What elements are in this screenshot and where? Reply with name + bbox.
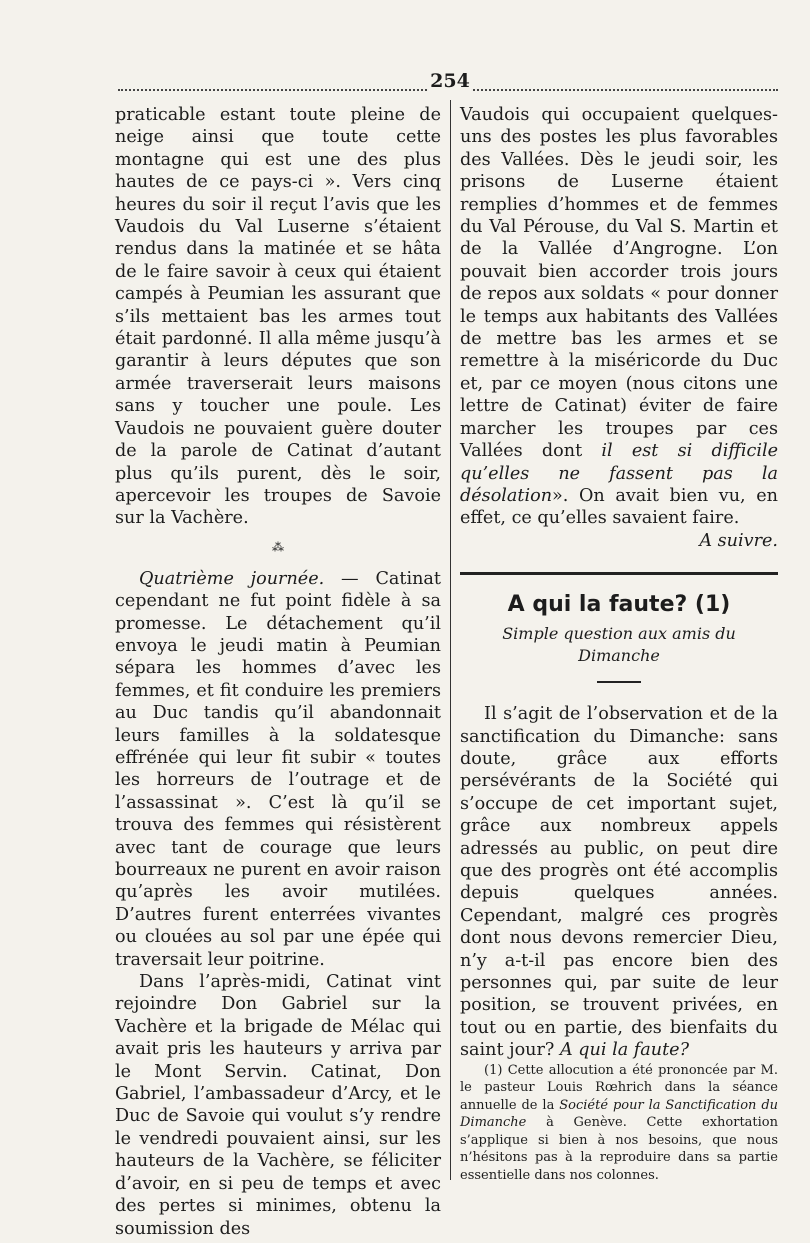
column-divider (450, 100, 451, 1180)
article-paragraph-question: A qui la faute? (559, 1040, 690, 1061)
footnote-text-b: à Genève. Cette exhortation s’applique si bien à nos besoins, que nous n’hésitons pas à la reproduire dans sa partie essentielle dans nos colonnes. (460, 1115, 778, 1183)
left-column (115, 104, 441, 1240)
left-paragraph-1: praticable estant toute pleine de neige ainsi que toute cette montagne qui est une des plus hautes de ce pays-ci ». Vers cinq heures du soir il reçut l’avis que les Vaudois du Val Luserne s’étaient rendus dans la matinée et se hâta de le faire savoir à ceux qui étaient campés à Peumian les assurant que s’ils mettaient bas les armes tout était pardonné. Il alla même jusqu’à garantir à leurs députes que son armée traverserait leurs maisons sans y toucher une poule. Les Vaudois ne pouvaient guère douter de la parole de Catinat d’autant plus qu’ils purent, dès le soir, apercevoir les troupes de Savoie sur la Vachère. (115, 105, 441, 529)
page-header (118, 70, 778, 98)
page-number: 254 (428, 70, 472, 92)
section-asterism: ⁂ (272, 539, 284, 554)
article-separator (460, 572, 778, 575)
left-paragraph-2-text: — Catinat cependant ne fut point fidèle à sa promesse. Le détachement qu’il envoya le jeudi matin à Peumian sépara les hommes d’avec les femmes, et fit conduire les premiers au Duc tandis qu’il abandonnait leurs familles à la soldatesque effrénée qui leur fit subir « toutes les horreurs de l’outrage et de l’assassinat ». C’est là qu’il se trouva des femmes qui résistèrent avec tant de courage que leurs bourreaux ne purent en avoir raison qu’après les avoir mutilées. D’autres furent enterrées vivantes ou clouées au sol par une épée qui traversait leur poitrine. (115, 568, 441, 970)
to-follow-note: A suivre. (699, 530, 778, 551)
article-paragraph-text: Il s’agit de l’observation et de la sanctification du Dimanche: sans doute, grâce aux efforts persévérants de la Société qui s’occupe de cet important sujet, grâce aux nombreux appels adressés au public, on peut dire que des progrès ont été accomplis depuis quelques années. Cependant, malgré ces progrès dont nous devons remercier Dieu, n’y a-t-il pas encore bien des personnes qui, par suite de leur position, se trouvent privées, en tout ou en partie, des bienfaits du saint jour? (460, 704, 778, 1061)
right-paragraph-1 (460, 104, 778, 530)
right-paragraph-1-quote: il est si difficile qu’elles ne fassent pas la désolation (460, 441, 778, 506)
footnote-text-a: (1) Cette allocution a été prononcée par M. le pasteur Louis Rœhrich dans la séance annuelle de la (460, 1062, 778, 1113)
section-heading: Quatrième journée. (139, 568, 325, 589)
left-paragraph-3: Dans l’après-midi, Catinat vint rejoindre Don Gabriel sur la Vachère et la brigade de Mélac qui avait pris les hauteurs y arriva par le Mont Servin. Catinat, Don Gabriel, l’ambassadeur d’Arcy, et le Duc de Savoie qui voulut s’y rendre le vendredi pouvaient ainsi, sur les hauteurs de la Vachère, se féliciter d’avoir, en si peu de temps et avec des pertes si minimes, obtenu la soumission des (115, 972, 441, 1239)
article-subtitle: Simple question aux amis du Dimanche (502, 624, 736, 666)
footnote-society-name: Société pour la Sanctification du Dimanche (460, 1097, 779, 1131)
right-column (460, 104, 778, 1184)
right-paragraph-1-text-a: Vaudois qui occupaient quelques-uns des postes les plus favorables des Vallées. Dès le jeudi soir, les prisons de Luserne étaient remplies d’hommes et de femmes du Val Pérouse, du Val S. Martin et de la Vallée d’Angrogne. L’on pouvait bien accorder trois jours de repos aux soldats « pour donner le temps aux habitants des Vallées de mettre bas les armes et se remettre à la miséricorde du Duc et, par ce moyen (nous citons une lettre de Catinat) éviter de faire marcher les troupes par ces Vallées dont (460, 105, 778, 462)
title-rule (597, 681, 641, 683)
footnote (460, 1062, 778, 1185)
article-paragraph (460, 703, 778, 1062)
right-paragraph-1-text-b: ». On avait bien vu, en effet, ce qu’elles savaient faire. (460, 485, 778, 529)
left-paragraph-2 (115, 568, 441, 971)
article-title: A qui la faute? (1) (507, 592, 731, 618)
